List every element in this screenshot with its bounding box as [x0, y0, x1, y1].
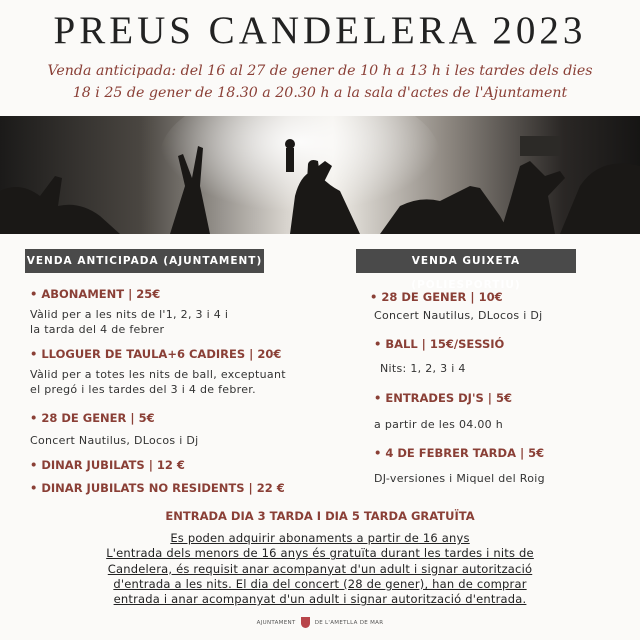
note-line: entrada i anar acompanyat d'un adult i signar autorització d'entrada.	[113, 592, 527, 607]
jan-28-box-office-details: Concert Nautilus, DLocos i Dj	[374, 309, 543, 322]
presale-info-line-1: Venda anticipada: del 16 al 27 de gener de 10 h a 13 h i les tardes dels dies	[47, 63, 593, 79]
note-line: Candelera, és requisit anar acompanyat d'un adult i signar autorització	[107, 561, 533, 576]
dance-session-details: Nits: 1, 2, 3 i 4	[380, 362, 466, 375]
age-restriction-notes	[60, 531, 580, 607]
dj-entry-price: • ENTRADES DJ'S | 5€	[374, 391, 512, 405]
season-pass-details-line: Vàlid per a les nits de l'1, 2, 3 i 4 i	[30, 308, 229, 321]
season-pass-details	[30, 307, 228, 337]
retirees-lunch-price: • DINAR JUBILATS | 12 €	[30, 458, 185, 472]
season-pass-price: • ABONAMENT | 25€	[30, 287, 161, 301]
note-line: L'entrada dels menors de 16 anys és gratuïta durant les tardes i nits de	[106, 546, 534, 561]
feb-4-afternoon-price: • 4 DE FEBRER TARDA | 5€	[374, 446, 545, 460]
logo-text-right: DE L'AMETLLA DE MAR	[314, 620, 384, 626]
free-entry-notice: ENTRADA DIA 3 TARDA I DIA 5 TARDA GRATUÏTA	[165, 509, 475, 523]
table-rental-details-line: Vàlid per a totes les nits de ball, exceptuant	[30, 368, 286, 381]
jan-28-box-office-price: • 28 DE GENER | 10€	[370, 290, 503, 304]
jan-28-presale-details: Concert Nautilus, DLocos i Dj	[30, 434, 199, 447]
table-rental-details	[30, 367, 286, 397]
box-office-header: VENDA GUIXETA (POLIESPORTIU)	[356, 249, 576, 273]
logo-text-left: AJUNTAMENT	[256, 620, 296, 626]
town-hall-logo	[0, 617, 640, 628]
feb-4-afternoon-details: DJ-versiones i Miquel del Roig	[374, 472, 545, 485]
municipal-seal-icon	[301, 617, 310, 628]
concert-crowd-photo	[0, 116, 640, 234]
note-line: Es poden adquirir abonaments a partir de 16 anys	[170, 531, 470, 545]
dance-session-price: • BALL | 15€/SESSIÓ	[374, 337, 505, 351]
page-title: PREUS CANDELERA 2023	[53, 9, 587, 52]
season-pass-details-line: la tarda del 4 de febrer	[30, 323, 165, 336]
note-line: d'entrada a les nits. El dia del concert (28 de gener), han de comprar	[113, 576, 527, 591]
table-rental-price: • LLOGUER DE TAULA+6 CADIRES | 20€	[30, 347, 282, 361]
table-rental-details-line: el pregó i les tardes del 3 i 4 de febrer.	[30, 383, 256, 396]
non-resident-retirees-lunch-price: • DINAR JUBILATS NO RESIDENTS | 22 €	[30, 481, 285, 495]
presale-info	[0, 60, 640, 104]
presale-info-line-2: 18 i 25 de gener de 18.30 a 20.30 h a la sala d'actes de l'Ajuntament	[72, 85, 568, 101]
dj-entry-details: a partir de les 04.00 h	[374, 418, 504, 431]
jan-28-presale-price: • 28 DE GENER | 5€	[30, 411, 155, 425]
presale-header: VENDA ANTICIPADA (AJUNTAMENT)	[25, 249, 264, 273]
